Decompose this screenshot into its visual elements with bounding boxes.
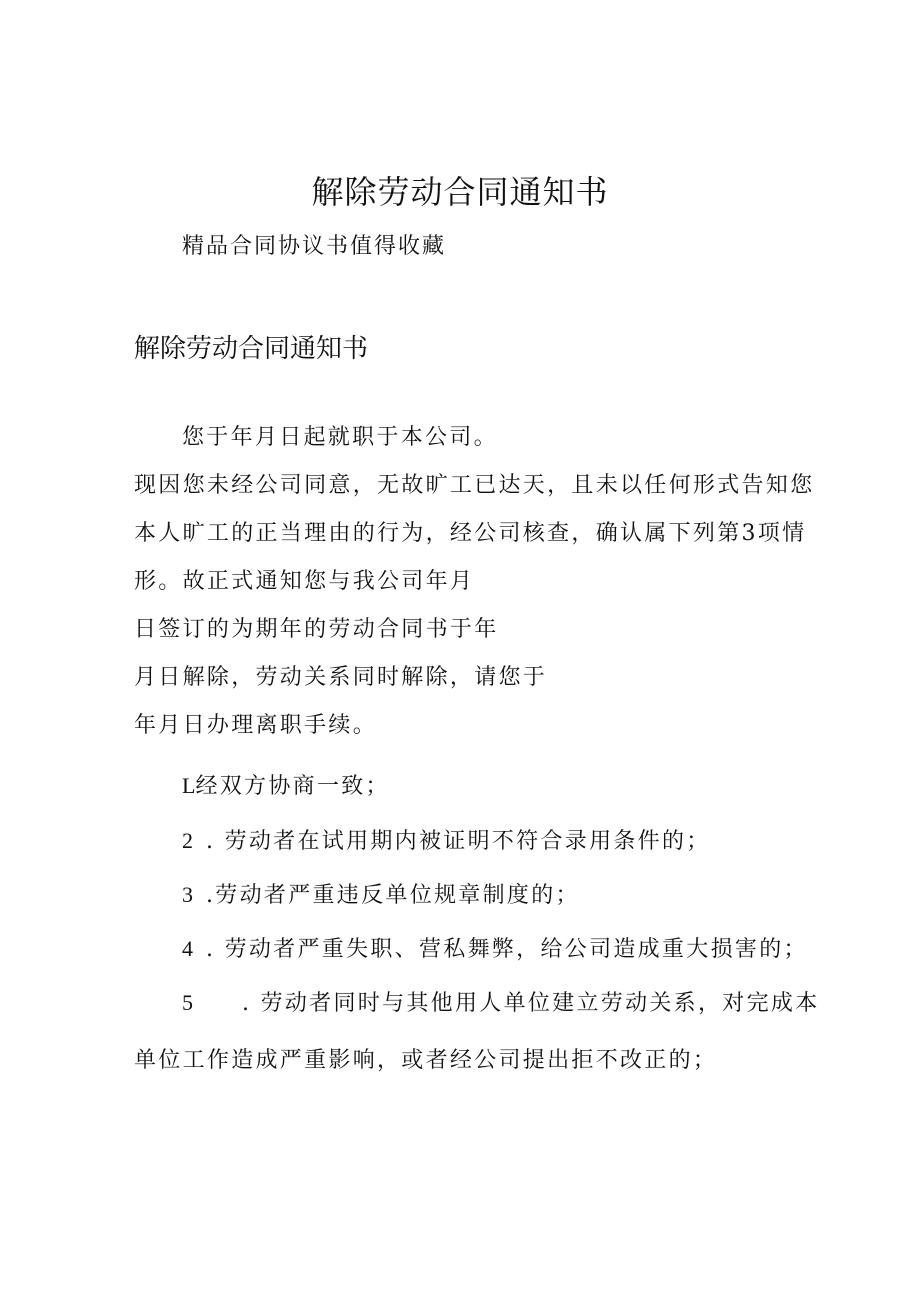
list-item-number: L <box>182 773 196 798</box>
list-item-number: 4 <box>182 936 193 961</box>
paragraph-line: 年月日办理离职手续。 <box>134 713 378 738</box>
document-title: 解除劳动合同通知书 <box>311 173 609 211</box>
section-heading: 解除劳动合同通知书 <box>134 334 369 364</box>
list-item <box>182 932 808 967</box>
list-item-number: 2 <box>182 828 193 853</box>
paragraph-line: 本人旷工的正当理由的行为，经公司核查，确认属下列第3项情 <box>134 521 807 546</box>
list-item-text: . 劳动者同时与其他用人单位建立劳动关系，对完成本 <box>242 991 820 1016</box>
list-item-number: 5 <box>182 990 193 1015</box>
list-item <box>182 769 390 804</box>
list-item <box>182 878 580 913</box>
paragraph-line: 现因您未经公司同意，无故旷工已达天，且未以任何形式告知您 <box>134 473 815 498</box>
list-item-text: . 劳动者在试用期内被证明不符合录用条件的； <box>206 829 711 854</box>
list-item <box>182 824 711 859</box>
paragraph-line: 您于年月日起就职于本公司。 <box>182 425 498 450</box>
paragraph-line: 月日解除，劳动关系同时解除，请您于 <box>134 665 548 690</box>
list-item-number: 3 <box>182 882 193 907</box>
paragraph-line: 形。故正式通知您与我公司年月 <box>134 569 475 594</box>
list-item <box>182 986 820 1021</box>
list-item-text: .劳动者严重违反单位规章制度的； <box>206 883 580 908</box>
document-subtitle: 精品合同协议书值得收藏 <box>182 234 447 259</box>
paragraph-line: 日签订的为期年的劳动合同书于年 <box>134 617 499 642</box>
list-item-continuation: 单位工作造成严重影响，或者经公司提出拒不改正的； <box>134 1048 718 1073</box>
list-item-text: . 劳动者严重失职、营私舞弊，给公司造成重大损害的； <box>206 937 808 962</box>
list-item-text: 经双方协商一致； <box>195 774 390 799</box>
